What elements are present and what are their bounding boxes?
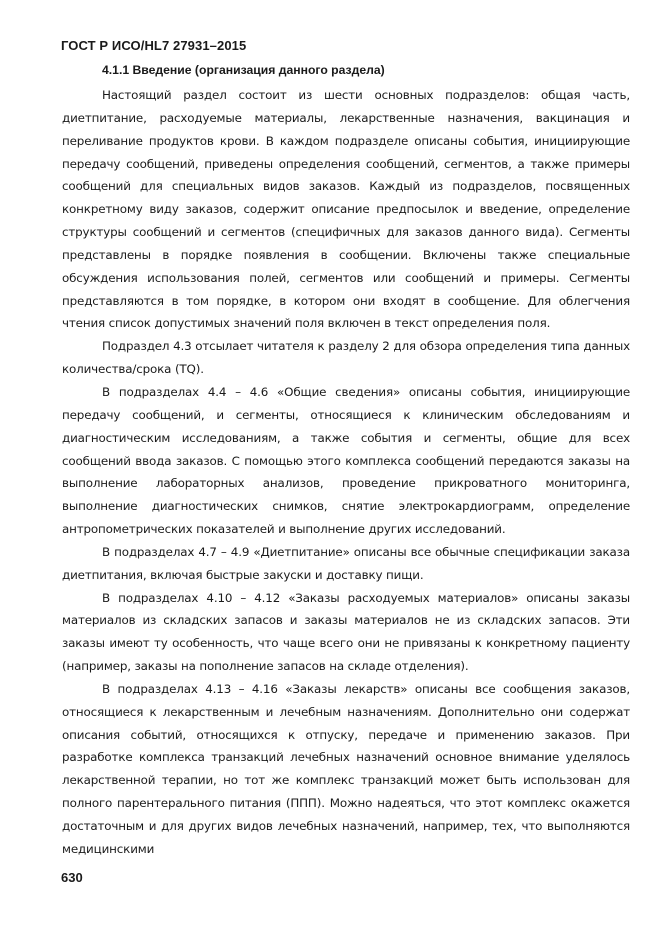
paragraph: Подраздел 4.3 отсылает читателя к разделу 2 для обзора определения типа данных количества/срока (TQ). (62, 339, 630, 377)
paragraph: В подразделах 4.10 – 4.12 «Заказы расходуемых материалов» описаны заказы материалов из складских запасов и заказы материалов не из складских запасов. Эти заказы имеют ту особенность, что чаще всего они не привязаны к конкретному пациенту (например, заказы на пополнение запасов на складе отделения). (62, 590, 630, 674)
document-header: ГОСТ Р ИСО/HL7 27931–2015 (61, 38, 247, 53)
paragraph: В подразделах 4.13 – 4.16 «Заказы лекарств» описаны все сообщения заказов, относящиеся к лекарственным и лечебным назначениям. Дополнительно они содержат описания событий, относящихся к отпуску, передаче и применению заказов. При разработке комплекса транзакций лечебных назначений основное внимание уделялось лекарственной терапии, но тот же комплекс транзакций может быть использован для полного парентерального питания (ППП). Можно надеяться, что этот комплекс окажется достаточным и для других видов лечебных назначений, например, тех, что выполняются медицинскими (62, 681, 630, 856)
paragraph: В подразделах 4.4 – 4.6 «Общие сведения» описаны события, инициирующие передачу сообщений, и сегменты, относящиеся к клиническим обследованиям и диагностическим исследованиям, а также события и сегменты, общие для всех сообщений ввода заказов. С помощью этого комплекса сообщений передаются заказы на выполнение лабораторных анализов, проведение прикроватного мониторинга, выполнение диагностических снимков, снятие электрокардиограмм, определение антропометрических показателей и выполнение других исследований. (62, 384, 630, 537)
section-heading: 4.1.1 Введение (организация данного раздела) (102, 63, 385, 77)
body-text (62, 84, 630, 861)
paragraph: В подразделах 4.7 – 4.9 «Диетпитание» описаны все обычные спецификации заказа диетпитания, включая быстрые закуски и доставку пищи. (62, 544, 630, 582)
paragraph: Настоящий раздел состоит из шести основных подразделов: общая часть, диетпитание, расходуемые материалы, лекарственные назначения, вакцинация и переливание продуктов крови. В каждом подразделе описаны события, инициирующие передачу сообщений, приведены определения сообщений, сегментов, а также примеры сообщений для специальных видов заказов. Каждый из подразделов, посвященных конкретному виду заказов, содержит описание предпосылок и введение, определение структуры сообщений и сегментов (специфичных для заказов данного вида). Сегменты представлены в порядке появления в сообщении. Включены также специальные обсуждения использования полей, сегментов или сообщений и примеры. Сегменты представляются в том порядке, в котором они входят в сообщение. Для облегчения чтения список допустимых значений поля включен в текст определения поля. (62, 88, 630, 331)
page-number: 630 (61, 870, 83, 885)
